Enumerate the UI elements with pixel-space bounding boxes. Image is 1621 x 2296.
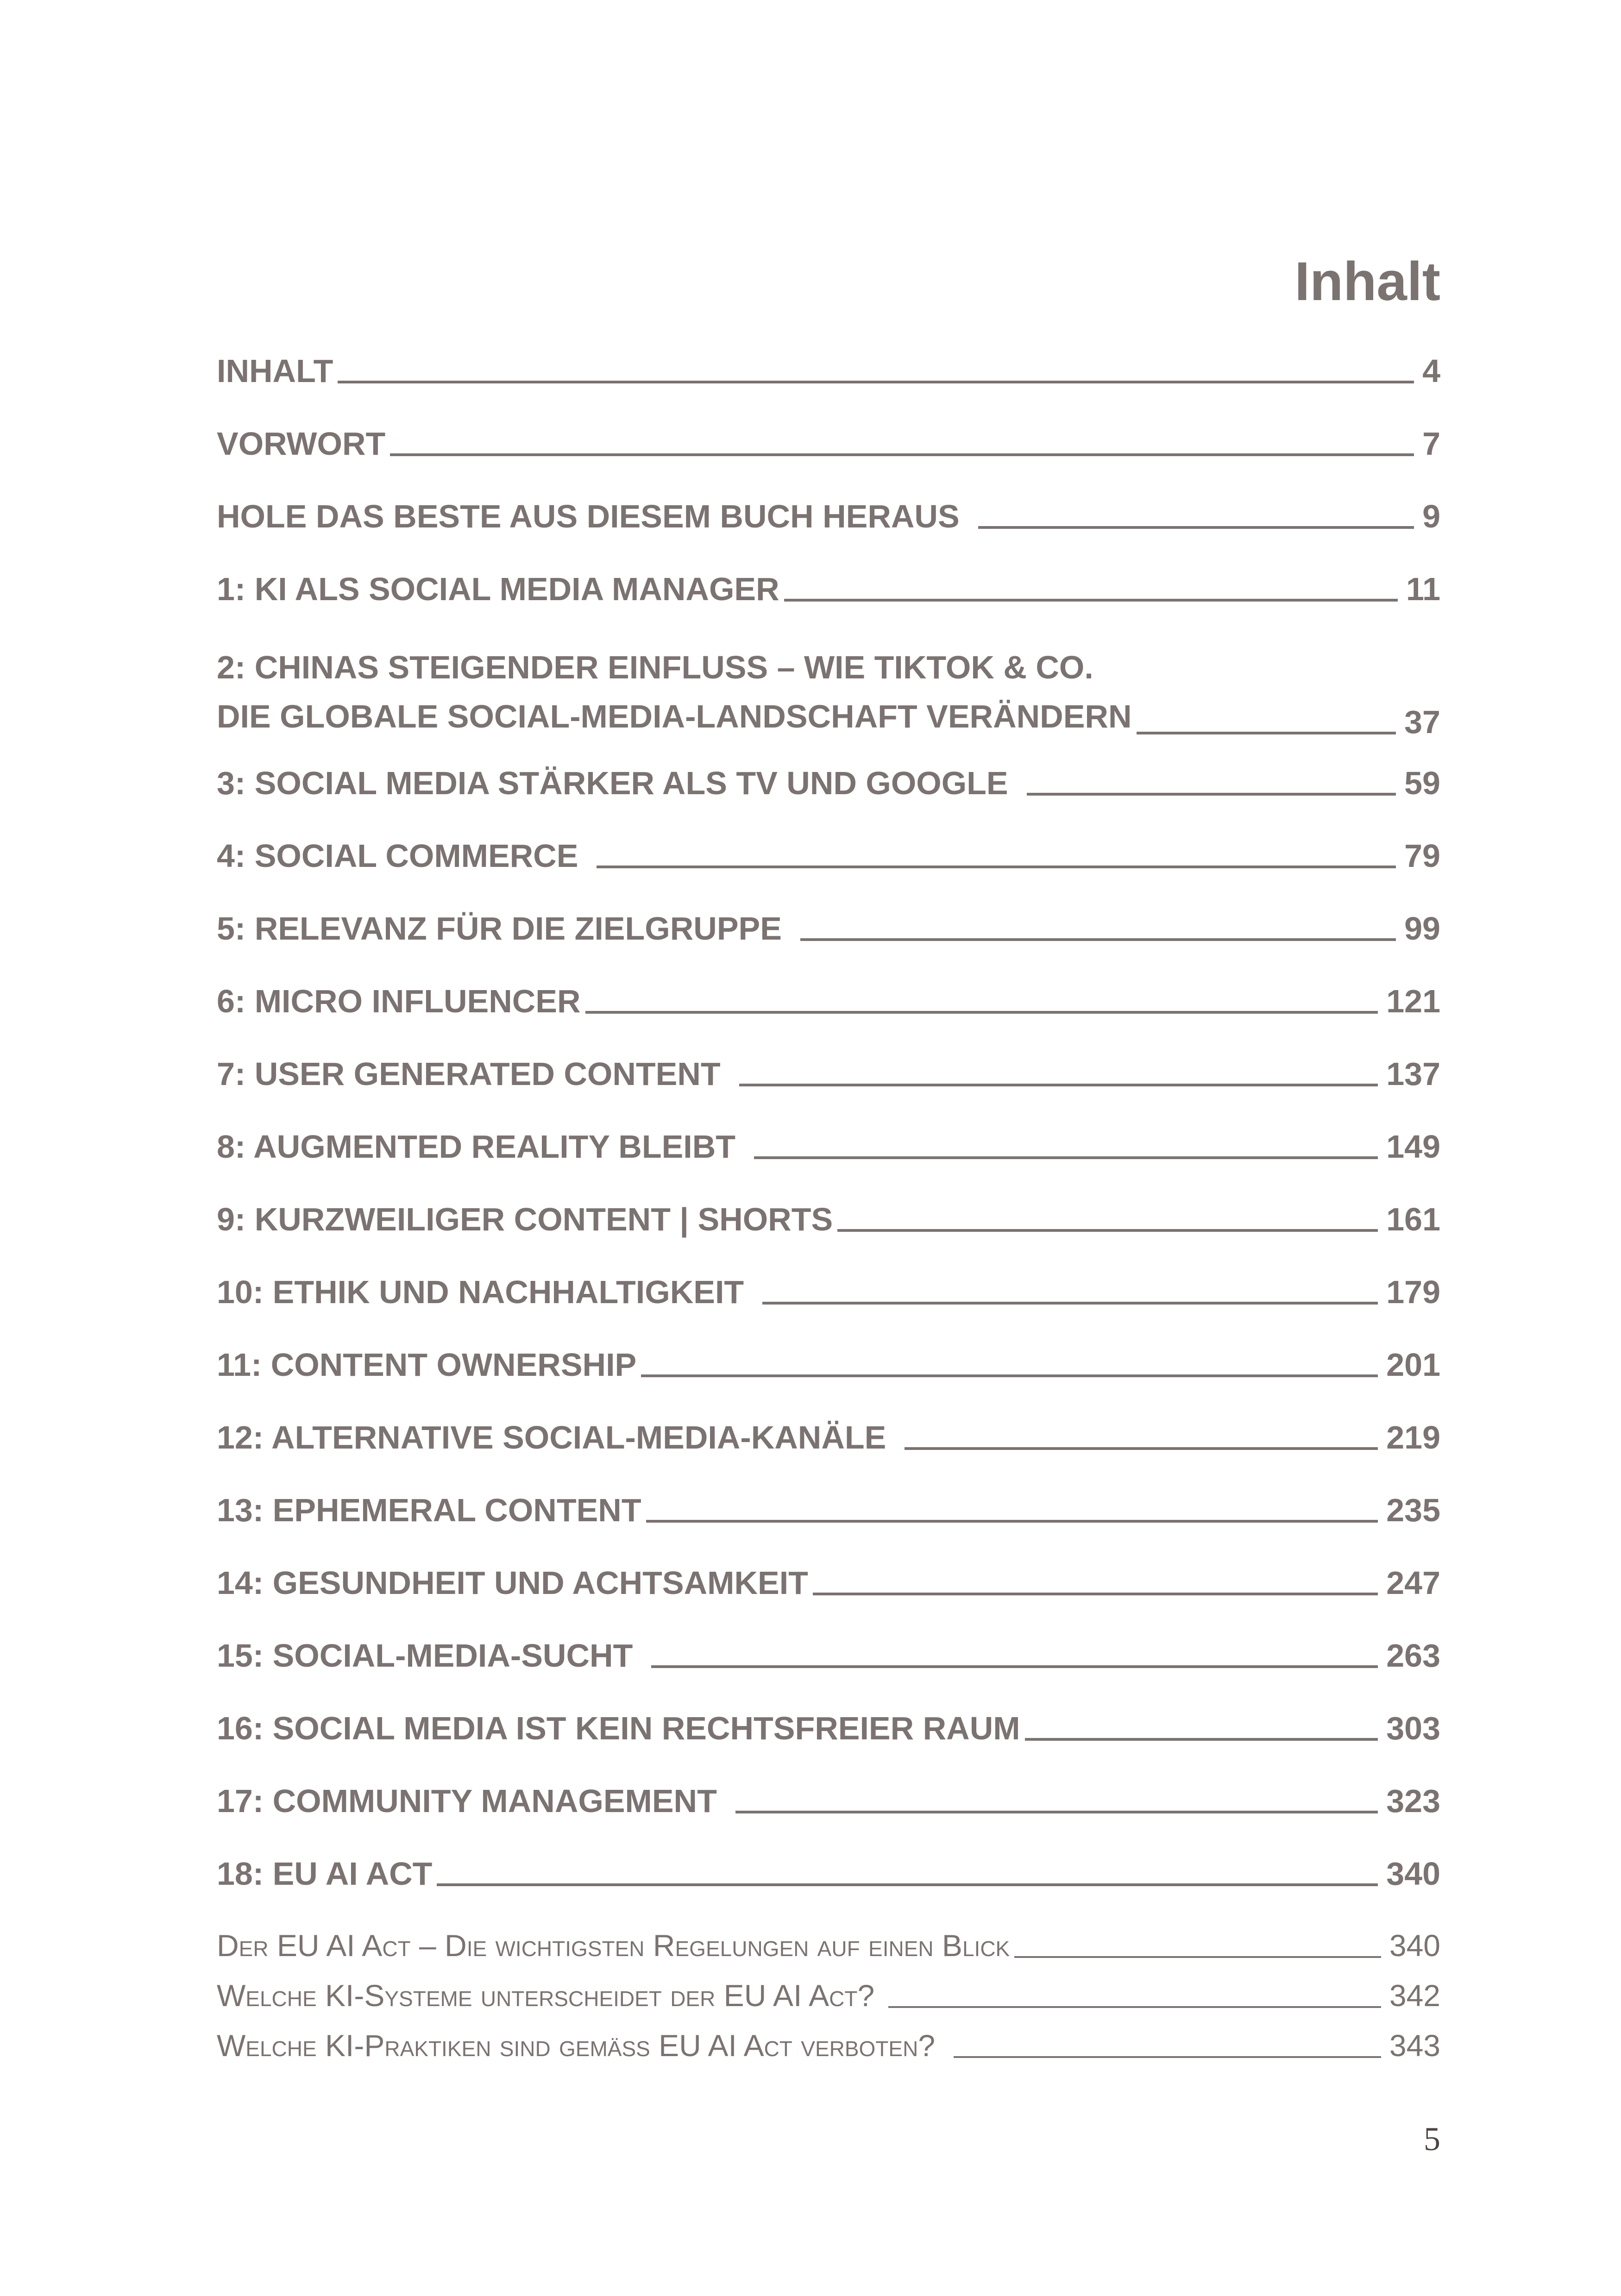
toc-entry-label: 3: SOCIAL MEDIA STÄRKER ALS TV UND GOOGLE bbox=[217, 765, 1008, 801]
toc-entry-page: 323 bbox=[1386, 1783, 1440, 1819]
toc-entry-page: 340 bbox=[1386, 1856, 1440, 1892]
toc-leader-line bbox=[585, 1011, 1378, 1014]
toc-entry-page: 235 bbox=[1386, 1492, 1440, 1528]
toc-entry-chapter-16[interactable] bbox=[217, 1709, 1440, 1747]
toc-leader-line bbox=[905, 1447, 1378, 1450]
toc-leader-line bbox=[837, 1229, 1378, 1232]
toc-leader-line bbox=[762, 1302, 1378, 1305]
toc-subentry-regelungen[interactable] bbox=[217, 1927, 1440, 1964]
page-title: Inhalt bbox=[1294, 251, 1440, 312]
toc-leader-line bbox=[1027, 793, 1396, 796]
toc-entry-chapter-6[interactable] bbox=[217, 982, 1440, 1020]
toc-entry-page: 7 bbox=[1422, 426, 1440, 462]
toc-entry-chapter-17[interactable] bbox=[217, 1782, 1440, 1820]
toc-entry-label: 9: KURZWEILIGER CONTENT | SHORTS bbox=[217, 1201, 833, 1237]
toc-leader-line bbox=[651, 1665, 1378, 1668]
toc-subentry-page: 343 bbox=[1389, 2028, 1440, 2063]
toc-entry-page: 149 bbox=[1386, 1129, 1440, 1165]
toc-subentry-ki-systeme[interactable] bbox=[217, 1977, 1440, 2014]
toc-entry-label bbox=[217, 643, 1132, 741]
toc-leader-line bbox=[437, 1883, 1378, 1886]
toc-entry-inhalt[interactable] bbox=[217, 352, 1440, 390]
toc-entry-chapter-8[interactable] bbox=[217, 1128, 1440, 1166]
toc-entry-label: 13: EPHEMERAL CONTENT bbox=[217, 1492, 641, 1528]
toc-leader-line bbox=[978, 526, 1414, 529]
toc-entry-chapter-14[interactable] bbox=[217, 1564, 1440, 1602]
toc-subentry-page: 340 bbox=[1389, 1928, 1440, 1963]
toc-entry-page: 179 bbox=[1386, 1274, 1440, 1310]
toc-entry-chapter-7[interactable] bbox=[217, 1055, 1440, 1093]
toc-subentry-page: 342 bbox=[1389, 1978, 1440, 2013]
toc-leader-line bbox=[390, 453, 1414, 456]
toc-entry-page: 161 bbox=[1386, 1201, 1440, 1237]
toc-entry-page: 263 bbox=[1386, 1637, 1440, 1674]
toc-leader-line bbox=[784, 599, 1398, 602]
toc-entry-page: 37 bbox=[1404, 704, 1440, 740]
toc-entry-chapter-11[interactable] bbox=[217, 1346, 1440, 1384]
toc-entry-label: 17: COMMUNITY MANAGEMENT bbox=[217, 1783, 717, 1819]
toc-entry-vorwort[interactable] bbox=[217, 425, 1440, 463]
toc-entry-page: 99 bbox=[1404, 910, 1440, 947]
toc-entry-label: 10: ETHIK UND NACHHALTIGKEIT bbox=[217, 1274, 744, 1310]
toc-entry-label: 14: GESUNDHEIT UND ACHTSAMKEIT bbox=[217, 1565, 808, 1601]
toc-entry-chapter-15[interactable] bbox=[217, 1637, 1440, 1675]
toc-entry-label: 12: ALTERNATIVE SOCIAL-MEDIA-KANÄLE bbox=[217, 1419, 886, 1455]
toc-entry-label: 8: AUGMENTED REALITY BLEIBT bbox=[217, 1129, 736, 1165]
toc-subentry-label: Welche KI-Praktiken sind gemäß EU AI Act verboten? bbox=[217, 2028, 936, 2063]
toc-entry-label: 18: EU AI ACT bbox=[217, 1856, 433, 1892]
toc-leader-line bbox=[754, 1156, 1378, 1159]
toc-subentry-label: Welche KI-Systeme unterscheidet der EU AI Act? bbox=[217, 1978, 875, 2013]
toc-entry-chapter-13[interactable] bbox=[217, 1491, 1440, 1529]
toc-leader-line bbox=[1014, 1956, 1381, 1958]
toc-entry-label: 6: MICRO INFLUENCER bbox=[217, 983, 581, 1019]
toc-leader-line bbox=[739, 1084, 1378, 1086]
toc-entry-label: 16: SOCIAL MEDIA IST KEIN RECHTSFREIER RAUM bbox=[217, 1710, 1020, 1746]
toc-entry-page: 247 bbox=[1386, 1565, 1440, 1601]
toc-entry-label: VORWORT bbox=[217, 426, 386, 462]
toc-leader-line bbox=[597, 866, 1396, 868]
toc-entry-chapter-4[interactable] bbox=[217, 837, 1440, 875]
toc-entry-chapter-18[interactable] bbox=[217, 1855, 1440, 1893]
toc-leader-line bbox=[954, 2056, 1381, 2058]
toc-entry-page: 79 bbox=[1404, 838, 1440, 874]
toc-entry-page: 219 bbox=[1386, 1419, 1440, 1455]
toc-entry-chapter-3[interactable] bbox=[217, 764, 1440, 802]
toc-entry-label: 15: SOCIAL-MEDIA-SUCHT bbox=[217, 1637, 633, 1674]
toc-entry-page: 137 bbox=[1386, 1056, 1440, 1092]
toc-entry-label: 11: CONTENT OWNERSHIP bbox=[217, 1347, 637, 1383]
toc-entry-chapter-1[interactable] bbox=[217, 570, 1440, 608]
toc-entry-label-line-1: 2: CHINAS STEIGENDER EINFLUSS – WIE TIKTOK & CO. bbox=[217, 649, 1093, 685]
toc-entry-page: 121 bbox=[1386, 983, 1440, 1019]
toc-entry-label: 4: SOCIAL COMMERCE bbox=[217, 838, 578, 874]
page-number: 5 bbox=[1424, 2120, 1440, 2158]
toc-entry-chapter-9[interactable] bbox=[217, 1200, 1440, 1238]
toc-entry-hole-das-beste[interactable] bbox=[217, 497, 1440, 535]
toc-entry-page: 9 bbox=[1422, 498, 1440, 534]
toc-leader-line bbox=[1025, 1738, 1378, 1741]
toc-entry-chapter-2[interactable] bbox=[217, 643, 1440, 741]
toc-subentry-ki-praktiken[interactable] bbox=[217, 2027, 1440, 2064]
toc-leader-line bbox=[1137, 732, 1396, 734]
toc-leader-line bbox=[813, 1593, 1378, 1595]
toc-entry-chapter-5[interactable] bbox=[217, 910, 1440, 947]
toc-entry-page: 4 bbox=[1422, 353, 1440, 389]
toc-leader-line bbox=[735, 1811, 1378, 1813]
toc-entry-page: 59 bbox=[1404, 765, 1440, 801]
toc-entry-label: 7: USER GENERATED CONTENT bbox=[217, 1056, 721, 1092]
toc-entry-label: HOLE DAS BESTE AUS DIESEM BUCH HERAUS bbox=[217, 498, 960, 534]
toc-entry-label-line-2: DIE GLOBALE SOCIAL-MEDIA-LANDSCHAFT VERÄNDERN bbox=[217, 698, 1132, 734]
toc-leader-line bbox=[338, 381, 1414, 383]
toc-entry-page: 201 bbox=[1386, 1347, 1440, 1383]
toc-entry-chapter-12[interactable] bbox=[217, 1418, 1440, 1456]
toc-entry-chapter-10[interactable] bbox=[217, 1273, 1440, 1311]
toc-leader-line bbox=[888, 2006, 1381, 2008]
toc-leader-line bbox=[800, 938, 1396, 941]
toc-entry-label: 5: RELEVANZ FÜR DIE ZIELGRUPPE bbox=[217, 910, 782, 947]
toc-entry-label: INHALT bbox=[217, 353, 333, 389]
toc-subentry-label: Der EU AI Act – Die wichtigsten Regelungen auf einen Blick bbox=[217, 1928, 1010, 1963]
toc-leader-line bbox=[646, 1520, 1378, 1523]
toc-entry-label: 1: KI ALS SOCIAL MEDIA MANAGER bbox=[217, 571, 779, 607]
toc-entry-page: 11 bbox=[1406, 571, 1440, 607]
toc-entry-page: 303 bbox=[1386, 1710, 1440, 1746]
toc-leader-line bbox=[641, 1374, 1378, 1377]
